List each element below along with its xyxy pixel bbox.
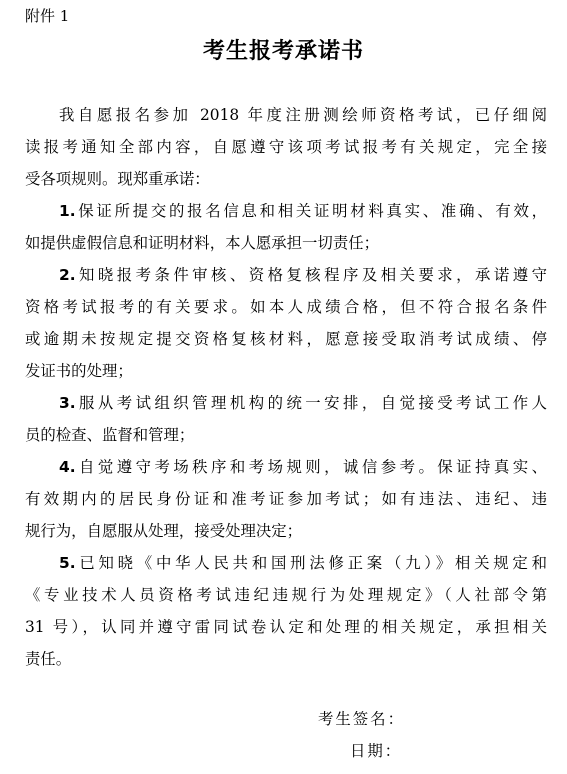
- item-line: 员的检查、监督和管理；: [25, 426, 195, 444]
- item-line: 发证书的处理；: [25, 362, 133, 380]
- item-line: 有效期内的居民身份证和准考证参加考试；如有违法、违纪、违: [25, 490, 547, 508]
- commitment-item-3: [25, 387, 547, 419]
- commitment-item-2: [25, 259, 547, 291]
- item-number: 5.: [59, 554, 76, 572]
- item-number: 1.: [59, 202, 76, 220]
- item-number: 4.: [59, 458, 76, 476]
- commitment-item-4: [25, 451, 547, 483]
- intro-line: 受各项规则。现郑重承诺：: [25, 170, 210, 188]
- intro-line: 我自愿报名参加 2018 年度注册测绘师资格考试，已仔细阅: [59, 106, 547, 124]
- item-line: 31 号），认同并遵守雷同试卷认定和处理的相关规定，承担相关: [25, 618, 547, 636]
- attachment-label: 附件 1: [25, 7, 70, 25]
- item-line: 或逾期未按规定提交资格复核材料，愿意接受取消考试成绩、停: [25, 330, 547, 348]
- item-number: 3.: [59, 394, 76, 412]
- item-line: 如提供虚假信息和证明材料，本人愿承担一切责任；: [25, 234, 379, 252]
- item-line: 《专业技术人员资格考试违纪违规行为处理规定》（人社部令第: [25, 586, 547, 604]
- letter-body: [25, 99, 547, 675]
- item-text: 保证所提交的报名信息和相关证明材料真实、准确、有效，: [75, 202, 547, 220]
- item-number: 2.: [59, 266, 76, 284]
- commitment-item-5: [25, 547, 547, 579]
- intro-line: 读报考通知全部内容，自愿遵守该项考试报考有关规定，完全接: [25, 138, 547, 156]
- item-line: 责任。: [25, 650, 72, 668]
- item-line: 规行为，自愿服从处理，接受处理决定；: [25, 522, 303, 540]
- commitment-item-1: [25, 195, 547, 227]
- item-text: 服从考试组织管理机构的统一安排，自觉接受考试工作人: [75, 394, 547, 412]
- document-title: 考生报考承诺书: [202, 38, 364, 64]
- item-text: 知晓报考条件审核、资格复核程序及相关要求，承诺遵守: [75, 266, 547, 284]
- candidate-signature-label: 考生签名：: [318, 710, 405, 728]
- item-text: 已知晓《中华人民共和国刑法修正案（九）》相关规定和: [75, 554, 547, 572]
- item-line: 资格考试报考的有关要求。如本人成绩合格，但不符合报名条件: [25, 298, 547, 316]
- date-label: 日期：: [350, 742, 403, 760]
- item-text: 自觉遵守考场秩序和考场规则，诚信参考。保证持真实、: [75, 458, 547, 476]
